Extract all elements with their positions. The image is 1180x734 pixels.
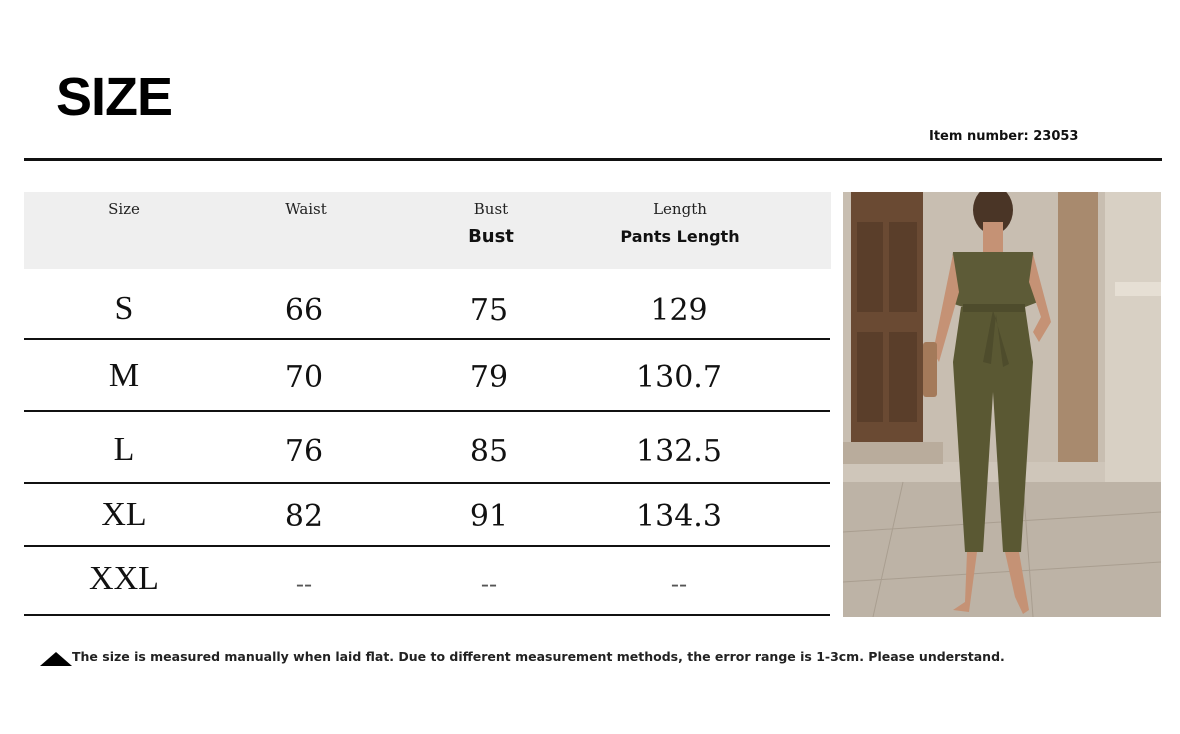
row-xxl-bust: --: [480, 570, 498, 598]
row-divider: [24, 482, 830, 484]
row-divider: [24, 338, 830, 340]
row-m-waist: 70: [284, 360, 324, 395]
row-xl-length: 134.3: [636, 499, 722, 534]
row-divider: [24, 545, 830, 547]
row-m-length: 130.7: [636, 360, 722, 395]
header-length: [580, 200, 780, 246]
header-bust-sublabel: Bust: [468, 226, 514, 247]
header-bust-label: Bust: [473, 200, 509, 218]
measurement-note: The size is measured manually when laid flat. Due to different measurement methods, the error range is 1-3cm. Please understand.: [72, 649, 1005, 664]
row-l-waist: 76: [284, 434, 324, 469]
top-divider: [24, 158, 1162, 161]
row-m-bust: 79: [469, 360, 509, 395]
row-xl-bust: 91: [469, 499, 509, 534]
row-l-size: L: [113, 431, 135, 468]
item-number: Item number: 23053: [929, 129, 1079, 144]
header-bust: [401, 200, 581, 247]
warning-triangle-icon: [40, 652, 72, 666]
row-l-length: 132.5: [636, 434, 722, 469]
row-s-bust: 75: [469, 293, 509, 328]
row-m-size: M: [108, 357, 140, 394]
row-s-waist: 66: [284, 293, 324, 328]
header-length-sublabel: Pants Length: [620, 227, 740, 246]
row-xl-waist: 82: [284, 499, 324, 534]
jumpsuit-top: [948, 252, 1038, 307]
row-divider: [24, 410, 830, 412]
header-size: [34, 200, 214, 218]
header-waist-label: Waist: [285, 200, 327, 218]
row-xxl-waist: --: [295, 570, 313, 598]
row-divider: [24, 614, 830, 616]
row-s-length: 129: [650, 293, 708, 328]
page-title: SIZE: [56, 67, 173, 127]
row-xl-size: XL: [101, 496, 147, 533]
row-xxl-length: --: [670, 570, 688, 598]
row-l-bust: 85: [469, 434, 509, 469]
header-waist: [216, 200, 396, 218]
header-size-label: Size: [108, 200, 140, 218]
header-length-label: Length: [653, 200, 707, 218]
row-s-size: S: [114, 290, 134, 327]
product-photo: [843, 192, 1161, 617]
row-xxl-size: XXL: [89, 560, 159, 597]
